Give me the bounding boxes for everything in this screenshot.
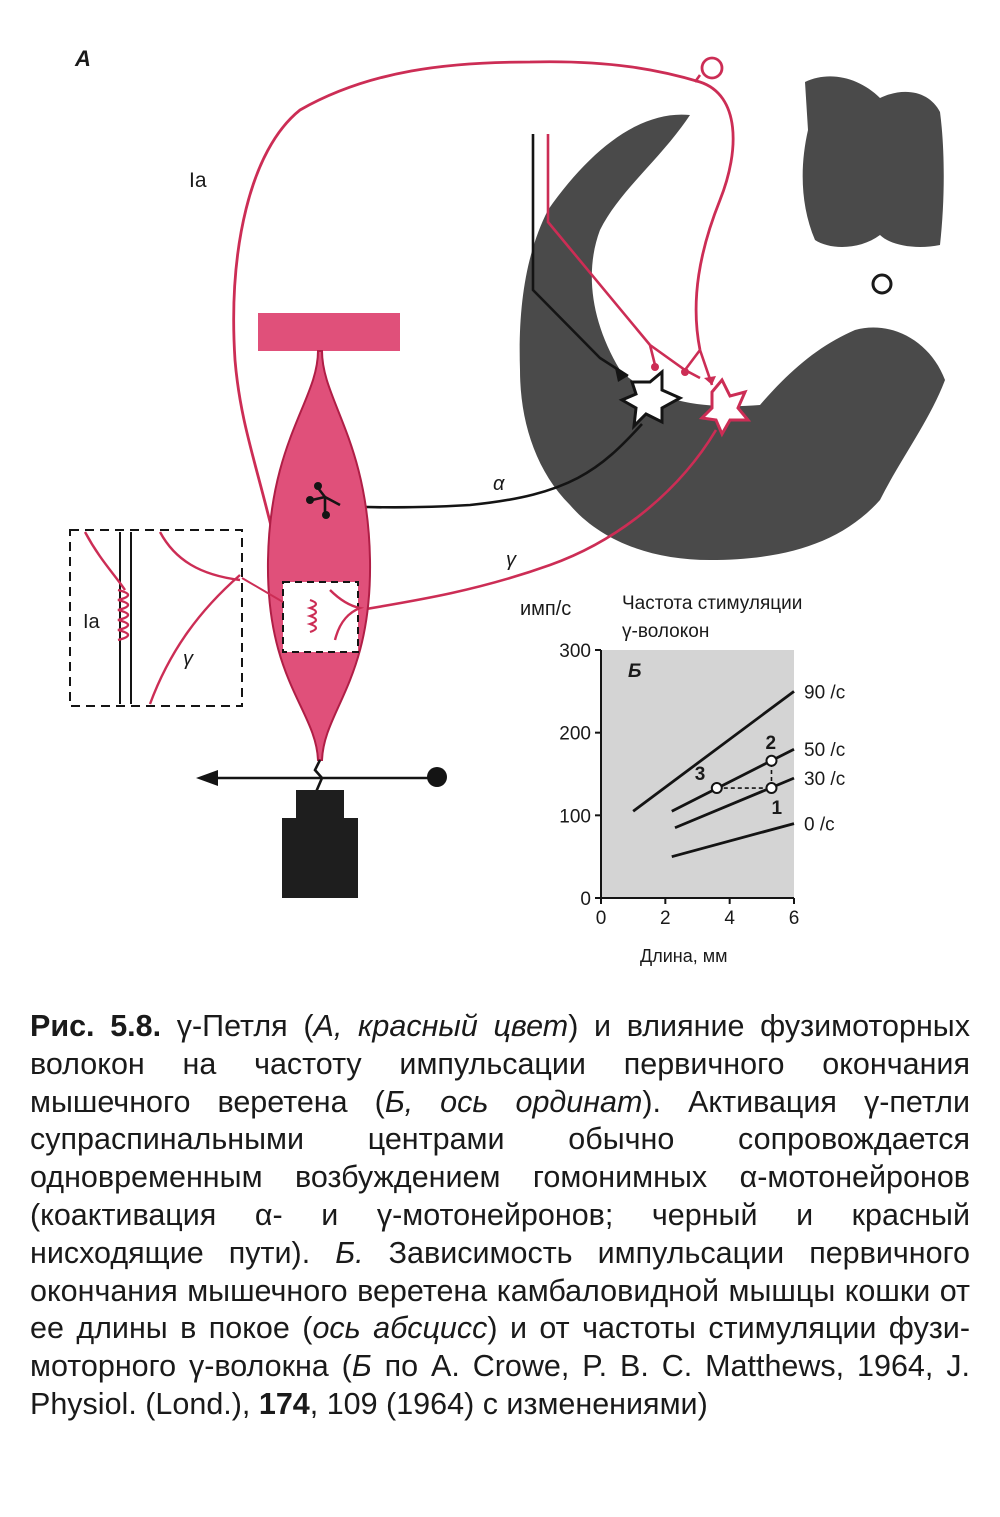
- y-tick-label: 100: [559, 806, 591, 828]
- gamma-label: γ: [506, 549, 516, 571]
- caption-italic-3: Б.: [335, 1235, 364, 1270]
- inset-ia-label: Ia: [83, 611, 100, 633]
- caption-figure-number: Рис. 5.8.: [30, 1009, 162, 1043]
- data-point-label: 1: [771, 798, 783, 820]
- x-tick-label: 0: [595, 908, 607, 929]
- alpha-label: α: [493, 473, 505, 495]
- chart-x-label: Длина, мм: [640, 946, 728, 966]
- data-point: [712, 783, 722, 793]
- data-point-label: 2: [765, 732, 777, 754]
- x-tick-label: 2: [660, 908, 671, 929]
- arrowhead-red: [704, 376, 716, 385]
- ia-ganglion-cell: [702, 58, 722, 78]
- dorsal-horn: [803, 76, 944, 247]
- legend-title-1: Частота стимуляции: [622, 593, 803, 614]
- lever-arrow: [196, 770, 218, 786]
- ia-label: Ia: [189, 169, 207, 192]
- caption-volume: 174: [258, 1386, 310, 1421]
- series-label: 0 /с: [804, 814, 835, 836]
- data-point-label: 3: [694, 764, 706, 786]
- y-tick-label: 200: [559, 723, 591, 745]
- x-tick-label: 6: [788, 908, 800, 929]
- muscle-origin-bone: [258, 313, 400, 351]
- central-canal: [873, 275, 891, 293]
- red-synapse-2: [681, 368, 689, 376]
- caption-part-2: ) и влияние фузимоторных волокон на частоту импульсации первичного окончания мышечного веретена (: [30, 1009, 970, 1119]
- y-tick-label: 0: [580, 889, 591, 910]
- caption-part-4: Зависимость импульсации первичного окончания мышечного веретена камбаловидной мышцы кошки от ее длины в покое (: [30, 1235, 970, 1346]
- muscle-belly: [268, 351, 370, 760]
- caption-part-5: ) и от частоты стимуляции фузимоторного γ-волокна (: [30, 1311, 971, 1384]
- caption-part-3: ). Активация γ-петли супраспинальными центрами обычно сопровождается одновременным возбуждением гомонимных α-мотонейронов (коактивация α- и γ-мотонейронов; черный и красный нисходящие пути).: [30, 1084, 970, 1270]
- weight-cap: [296, 790, 344, 818]
- y-tick-label: 300: [559, 641, 591, 662]
- x-tick-label: 4: [724, 908, 735, 929]
- data-point: [766, 783, 776, 793]
- caption-part-7: , 109 (1964) с изменениями): [309, 1386, 708, 1421]
- caption-italic-4: ось абсцисс: [312, 1311, 488, 1346]
- legend-title-2: γ-волокон: [622, 621, 710, 642]
- caption-part-6: по A. Crowe, P. B. C. Matthews, 1964, J. Physiol. (Lond.),: [30, 1349, 970, 1421]
- chart-panel-b: [520, 593, 845, 966]
- chart-y-label: имп/с: [520, 598, 572, 620]
- lever-hook: [315, 760, 322, 792]
- panel-a-label: А: [75, 46, 91, 71]
- data-point: [766, 756, 776, 766]
- lever-pivot: [427, 767, 447, 787]
- weight-body: [282, 818, 358, 898]
- red-synapse-1: [651, 363, 659, 371]
- series-label: 30 /с: [804, 769, 846, 791]
- panel-b-label: Б: [628, 661, 642, 682]
- series-label: 90 /с: [804, 682, 846, 704]
- caption-italic-5: Б: [351, 1349, 372, 1384]
- caption-part-1: γ-Петля (: [161, 1009, 314, 1043]
- caption-italic-2: Б, ось ординат: [384, 1084, 643, 1119]
- caption-italic-1: А, красный цвет: [313, 1009, 569, 1043]
- figure-caption: [30, 1008, 970, 1424]
- series-label: 50 /с: [804, 740, 846, 762]
- inset-gamma-label: γ: [183, 648, 193, 670]
